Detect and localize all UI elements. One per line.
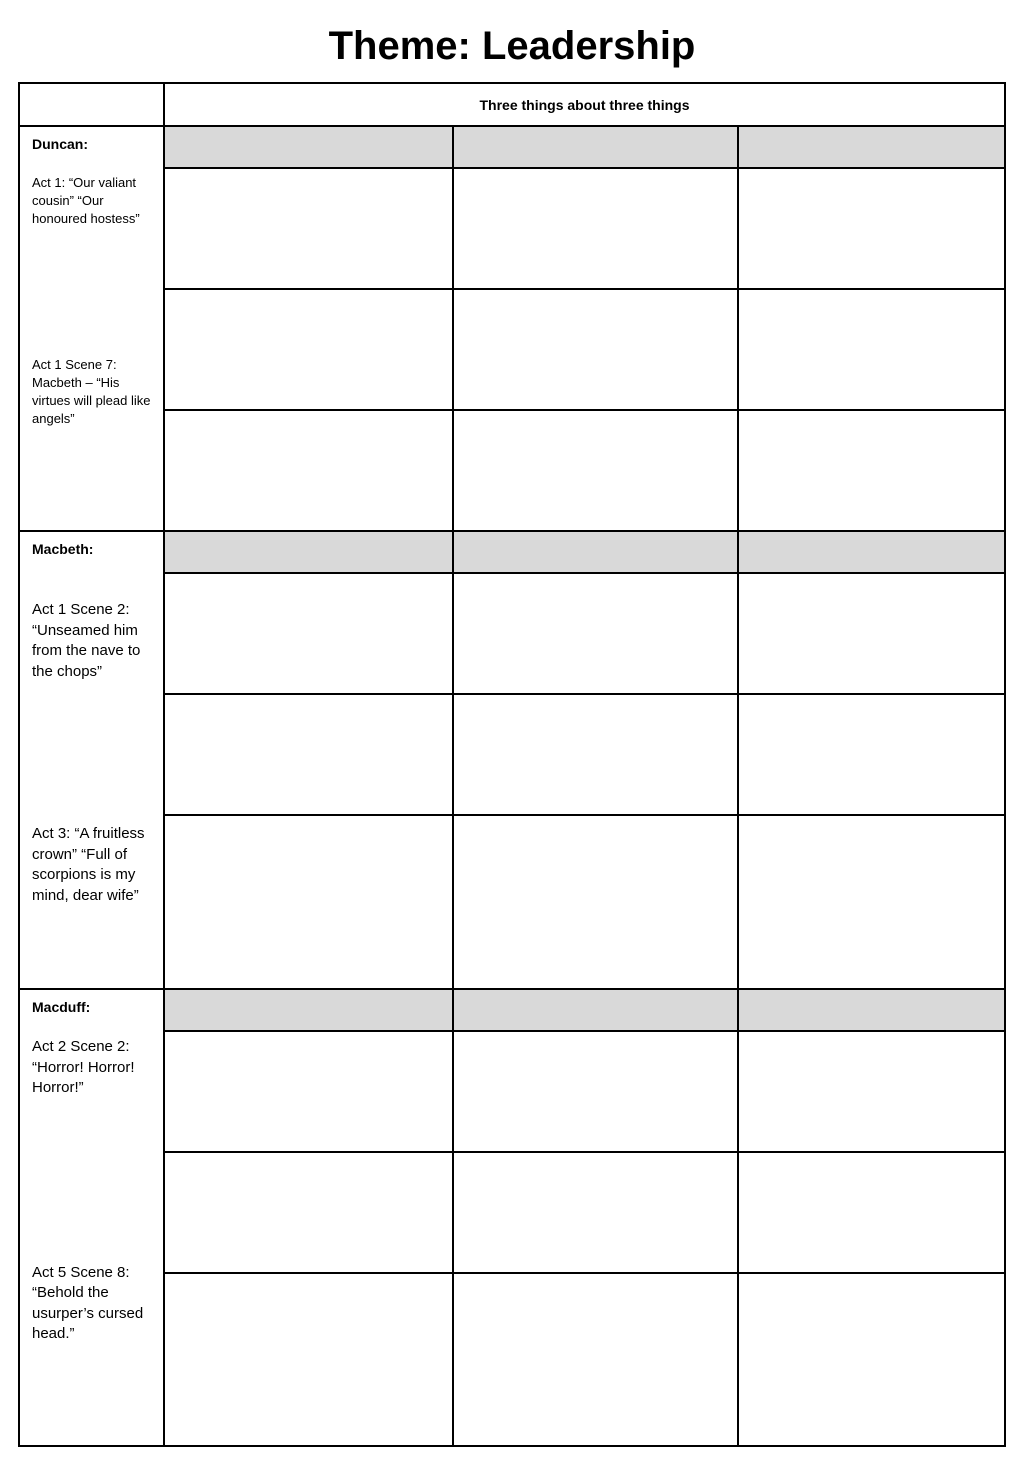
answer-cell[interactable] [738, 168, 1005, 289]
macbeth-quote-1: Act 1 Scene 2: “Unseamed him from the nave to the chops” [32, 601, 141, 680]
answer-row [19, 289, 1005, 410]
macbeth-label-cell [19, 531, 164, 989]
answer-cell[interactable] [453, 289, 738, 410]
answer-cell[interactable] [164, 1031, 453, 1152]
answer-cell[interactable] [453, 1031, 738, 1152]
shaded-cell [453, 531, 738, 573]
duncan-quote-1: Act 1: “Our valiant cousin” “Our honoured hostess” [32, 175, 140, 226]
answer-row [19, 573, 1005, 694]
character-name-duncan: Duncan: [32, 136, 88, 152]
answer-cell[interactable] [738, 289, 1005, 410]
answer-cell[interactable] [738, 1152, 1005, 1273]
answer-cell[interactable] [453, 1152, 738, 1273]
answer-row [19, 168, 1005, 289]
duncan-label-cell [19, 126, 164, 531]
answer-cell[interactable] [453, 410, 738, 531]
shaded-cell [738, 126, 1005, 168]
leadership-worksheet-table [18, 82, 1006, 1447]
answer-cell[interactable] [164, 815, 453, 989]
shaded-cell [738, 531, 1005, 573]
shaded-cell [164, 989, 453, 1031]
shaded-cell [164, 531, 453, 573]
section-duncan-shaded-row [19, 126, 1005, 168]
macduff-label-cell [19, 989, 164, 1446]
answer-cell[interactable] [738, 410, 1005, 531]
corner-cell [19, 83, 164, 126]
section-macduff-shaded-row [19, 989, 1005, 1031]
answer-cell[interactable] [164, 694, 453, 815]
answer-cell[interactable] [164, 1152, 453, 1273]
answer-row [19, 815, 1005, 989]
answer-cell[interactable] [453, 573, 738, 694]
answer-row [19, 410, 1005, 531]
answer-row [19, 694, 1005, 815]
answer-cell[interactable] [164, 1273, 453, 1446]
duncan-quote-2: Act 1 Scene 7: Macbeth – “His virtues will plead like angels” [32, 357, 151, 426]
macduff-quote-2: Act 5 Scene 8: “Behold the usurper’s cursed head.” [32, 1263, 144, 1342]
answer-cell[interactable] [164, 168, 453, 289]
answer-cell[interactable] [453, 694, 738, 815]
answer-cell[interactable] [453, 1273, 738, 1446]
shaded-cell [453, 126, 738, 168]
character-name-macbeth: Macbeth: [32, 541, 94, 557]
answer-row [19, 1031, 1005, 1152]
answer-row [19, 1152, 1005, 1273]
column-header: Three things about three things [164, 83, 1005, 126]
answer-cell[interactable] [738, 815, 1005, 989]
answer-cell[interactable] [738, 573, 1005, 694]
macduff-quote-1: Act 2 Scene 2: “Horror! Horror! Horror!” [32, 1038, 135, 1096]
header-row [19, 83, 1005, 126]
character-name-macduff: Macduff: [32, 999, 91, 1015]
answer-cell[interactable] [738, 1273, 1005, 1446]
answer-row [19, 1273, 1005, 1446]
section-macbeth-shaded-row [19, 531, 1005, 573]
shaded-cell [164, 126, 453, 168]
shaded-cell [738, 989, 1005, 1031]
macbeth-quote-2: Act 3: “A fruitless crown” “Full of scorpions is my mind, dear wife” [32, 825, 145, 904]
answer-cell[interactable] [453, 815, 738, 989]
answer-cell[interactable] [164, 410, 453, 531]
page-title: Theme: Leadership [328, 24, 696, 68]
answer-cell[interactable] [453, 168, 738, 289]
answer-cell[interactable] [164, 289, 453, 410]
answer-cell[interactable] [738, 694, 1005, 815]
answer-cell[interactable] [164, 573, 453, 694]
shaded-cell [453, 989, 738, 1031]
answer-cell[interactable] [738, 1031, 1005, 1152]
